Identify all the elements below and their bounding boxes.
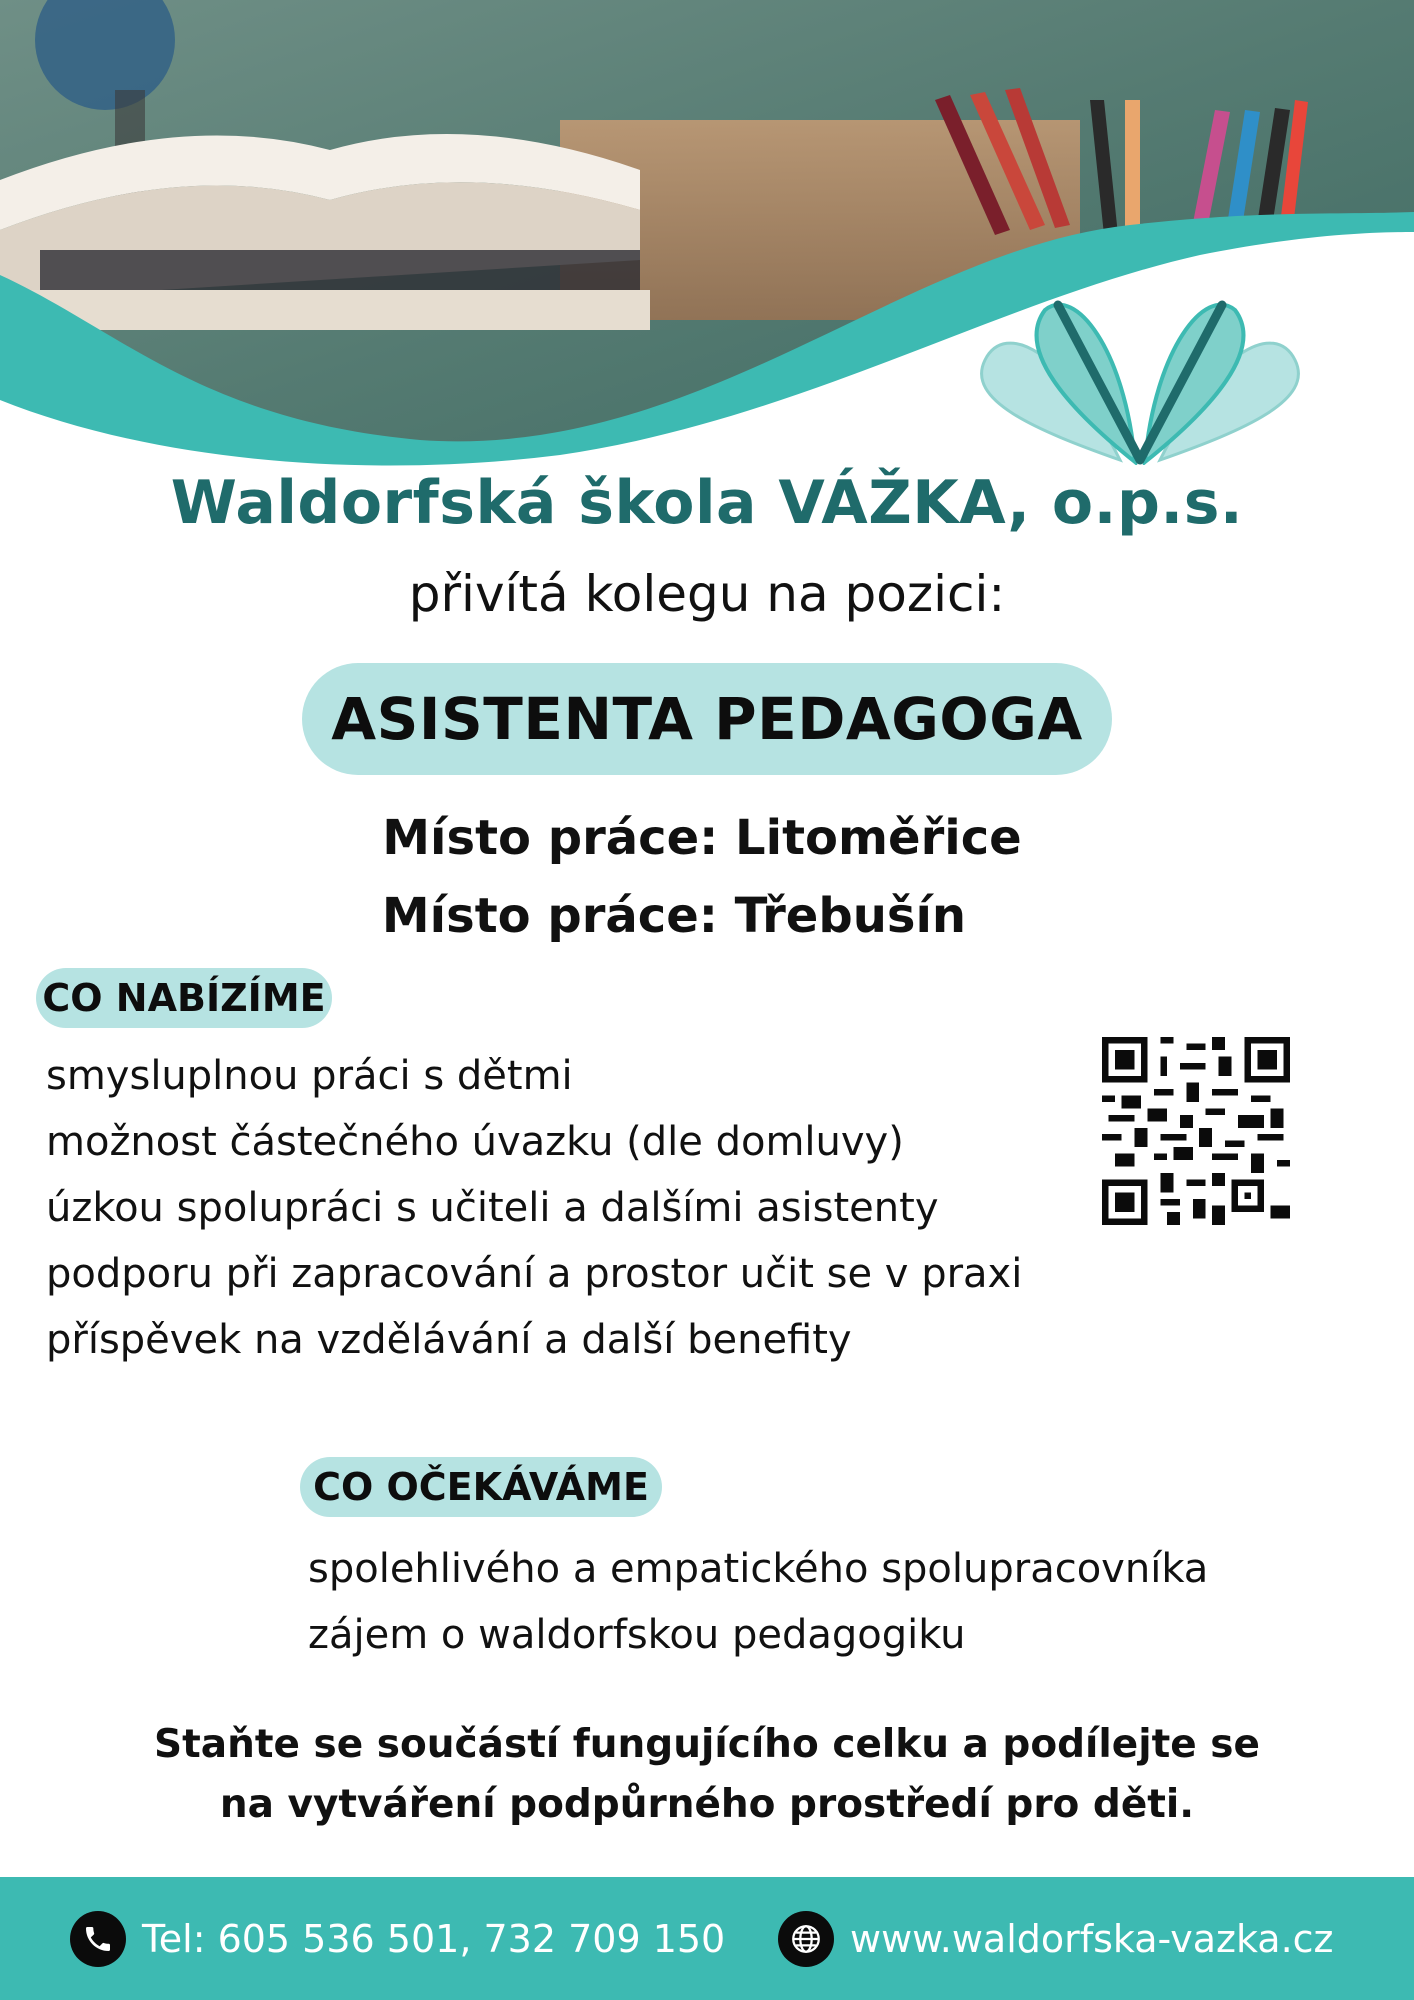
location-trebusin: Místo práce: Třebušín (381, 888, 967, 944)
location-litomerice: Místo práce: Litoměřice (382, 810, 1022, 866)
website-contact[interactable] (778, 1877, 1334, 2000)
offer-item: smysluplnou práci s dětmi (46, 1053, 573, 1099)
offer-item: příspěvek na vzdělávání a další benefity (46, 1317, 852, 1363)
phone-contact[interactable] (70, 1877, 725, 2000)
dragonfly-wings-logo (975, 290, 1305, 465)
offer-item: úzkou spolupráci s učiteli a dalšími asistenty (46, 1185, 939, 1231)
phone-icon (70, 1911, 126, 1967)
globe-icon (778, 1911, 834, 1967)
expect-item: spolehlivého a empatického spolupracovníka (308, 1546, 1209, 1592)
call-to-action (0, 1715, 1414, 1835)
school-name: Waldorfská škola VÁŽKA, o.p.s. (170, 468, 1244, 538)
offer-list (46, 1043, 1022, 1373)
contact-footer (0, 1877, 1414, 2000)
expect-item: zájem o waldorfskou pedagogiku (308, 1612, 966, 1658)
offer-item: možnost částečného úvazku (dle domluvy) (46, 1119, 904, 1165)
offer-heading: CO NABÍZÍME (36, 968, 332, 1028)
offer-item: podporu při zapracování a prostor učit se v praxi (46, 1251, 1023, 1297)
cta-line: Staňte se součástí fungujícího celku a podílejte se (154, 1722, 1260, 1767)
qr-code[interactable] (1102, 1037, 1290, 1225)
phone-number: Tel: 605 536 501, 732 709 150 (142, 1916, 726, 1961)
expect-heading: CO OČEKÁVÁME (300, 1457, 662, 1517)
position-title: ASISTENTA PEDAGOGA (302, 663, 1112, 775)
cta-line: na vytváření podpůrného prostředí pro děti. (219, 1782, 1195, 1827)
subtitle: přivítá kolegu na pozici: (408, 565, 1006, 623)
expect-list (308, 1536, 1208, 1668)
website-url: www.waldorfska-vazka.cz (850, 1916, 1334, 1961)
